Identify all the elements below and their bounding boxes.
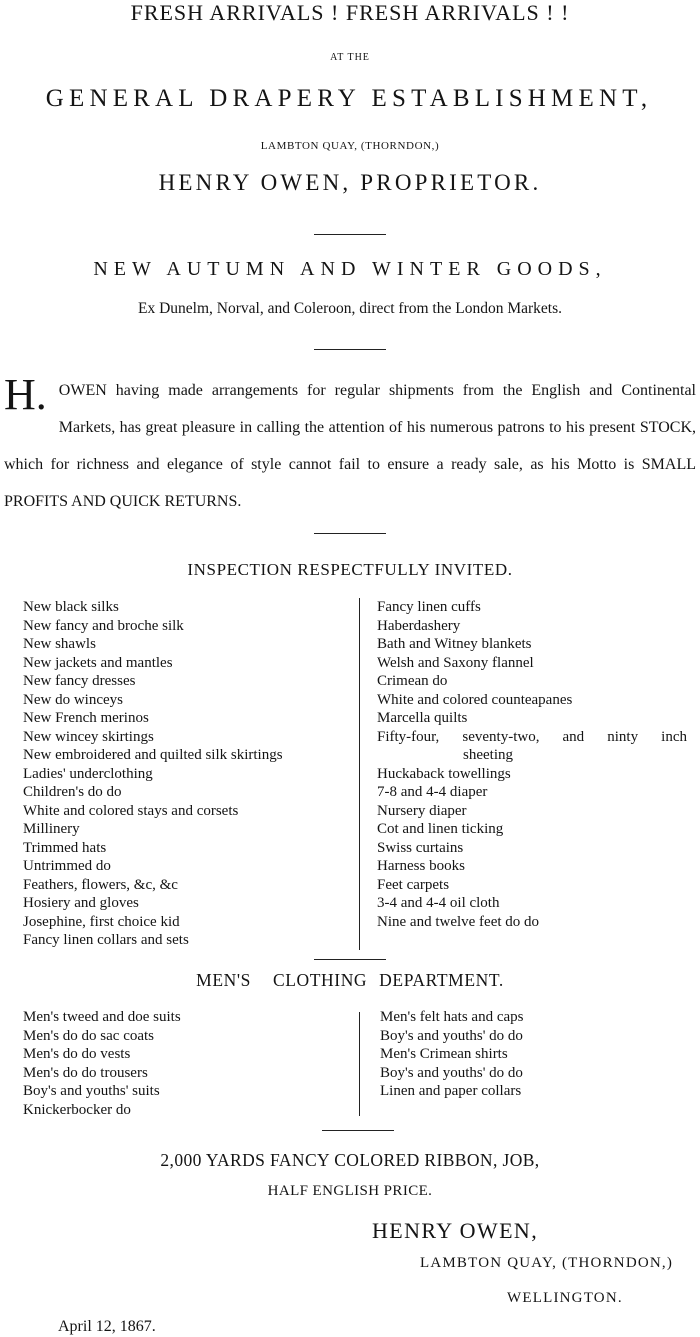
fresh-arrivals-heading: FRESH ARRIVALS ! FRESH ARRIVALS ! ! bbox=[130, 0, 570, 25]
list-item: Marcella quilts bbox=[377, 710, 468, 726]
goods-title: NEW AUTUMN AND WINTER GOODS, bbox=[93, 258, 607, 280]
establishment-title: GENERAL DRAPERY ESTABLISHMENT, bbox=[45, 85, 653, 112]
list-item: Feet carpets bbox=[377, 876, 450, 893]
column-divider bbox=[359, 1012, 360, 1116]
list-item: New fancy dresses bbox=[23, 673, 136, 689]
advert-date: April 12, 1867. bbox=[58, 1318, 156, 1335]
mens-heading-part: DEPARTMENT. bbox=[379, 970, 504, 990]
column-divider bbox=[359, 598, 360, 950]
list-item: Fifty-four, seventy-two, and ninty inch bbox=[377, 728, 687, 745]
list-item: New do winceys bbox=[23, 691, 123, 708]
list-item: Josephine, first choice kid bbox=[23, 913, 180, 930]
list-item: 3-4 and 4-4 oil cloth bbox=[377, 895, 500, 911]
drapery-list-right bbox=[377, 598, 687, 931]
mens-department-heading bbox=[0, 970, 700, 991]
list-item: Linen and paper collars bbox=[380, 1083, 522, 1099]
inspection-heading: INSPECTION RESPECTFULLY INVITED. bbox=[187, 560, 513, 579]
list-item: Nursery diaper bbox=[377, 802, 467, 819]
divider-rule bbox=[314, 533, 386, 534]
list-item: New shawls bbox=[23, 636, 96, 652]
goods-source: Ex Dunelm, Norval, and Coleroon, direct from the London Markets. bbox=[138, 300, 562, 317]
list-item: Haberdashery bbox=[377, 617, 461, 634]
list-item: Swiss curtains bbox=[377, 839, 464, 856]
list-item: Millinery bbox=[23, 821, 80, 837]
list-item: Cot and linen ticking bbox=[377, 821, 504, 837]
list-item: Bath and Witney blankets bbox=[377, 636, 532, 652]
list-item: Harness books bbox=[377, 858, 465, 874]
divider-rule bbox=[322, 1130, 394, 1131]
list-item: Hosiery and gloves bbox=[23, 895, 139, 911]
list-item: sheeting bbox=[463, 747, 513, 763]
signature-name: HENRY OWEN, bbox=[372, 1218, 539, 1243]
list-item: 7-8 and 4-4 diaper bbox=[377, 784, 488, 800]
list-item: Crimean do bbox=[377, 673, 448, 689]
list-item: Men's Crimean shirts bbox=[380, 1046, 508, 1062]
signature-address: LAMBTON QUAY, (THORNDON,) bbox=[420, 1255, 674, 1271]
announcement-text: OWEN having made arrangements for regular shipments from the English and Continental Markets, has great pleasure in calling the attention of his numerous patrons to his present STOCK, which for richness and elegance of style cannot fail to ensure a ready sale, as his Motto is SMALL PROFITS AND QUICK RETURNS. bbox=[4, 382, 696, 510]
list-item: Children's do do bbox=[23, 784, 122, 800]
mens-heading-part: CLOTHING bbox=[272, 970, 368, 990]
list-item: New wincey skirtings bbox=[23, 728, 154, 745]
at-the-line: AT THE bbox=[330, 52, 370, 63]
drapery-list-left bbox=[23, 598, 283, 950]
list-item: Men's do do trousers bbox=[23, 1064, 148, 1081]
list-item: New black silks bbox=[23, 599, 119, 615]
list-item: Men's tweed and doe suits bbox=[23, 1009, 181, 1025]
list-item: Ladies' underclothing bbox=[23, 765, 153, 782]
divider-rule bbox=[314, 959, 386, 960]
list-item: Men's felt hats and caps bbox=[380, 1009, 524, 1025]
list-item: Boy's and youths' do do bbox=[380, 1027, 523, 1044]
list-item: New jackets and mantles bbox=[23, 654, 173, 671]
mens-list-left bbox=[23, 1008, 181, 1119]
list-item: Welsh and Saxony flannel bbox=[377, 654, 534, 671]
proprietor-line: HENRY OWEN, PROPRIETOR. bbox=[158, 170, 542, 195]
list-item: Men's do do vests bbox=[23, 1046, 131, 1062]
divider-rule bbox=[314, 349, 386, 350]
list-item: White and colored stays and corsets bbox=[23, 802, 239, 819]
list-item: White and colored counteapanes bbox=[377, 691, 573, 708]
divider-rule bbox=[314, 234, 386, 235]
header-address: LAMBTON QUAY, (THORNDON,) bbox=[260, 140, 440, 152]
list-item: Knickerbocker do bbox=[23, 1101, 131, 1118]
list-item: Fancy linen cuffs bbox=[377, 599, 481, 615]
list-item: Trimmed hats bbox=[23, 839, 107, 856]
mens-heading-part: MEN'S bbox=[196, 970, 251, 990]
announcement-paragraph bbox=[4, 372, 696, 520]
list-item: Fancy linen collars and sets bbox=[23, 932, 189, 948]
drop-cap: H. bbox=[4, 370, 47, 419]
signature-town: WELLINGTON. bbox=[507, 1290, 623, 1306]
ribbon-offer: 2,000 YARDS FANCY COLORED RIBBON, JOB, bbox=[160, 1150, 540, 1170]
list-item: New French merinos bbox=[23, 710, 149, 726]
list-item: New fancy and broche silk bbox=[23, 617, 184, 634]
list-item: Feathers, flowers, &c, &c bbox=[23, 876, 178, 893]
list-item: Men's do do sac coats bbox=[23, 1027, 155, 1044]
ribbon-price: HALF ENGLISH PRICE. bbox=[267, 1183, 433, 1199]
list-item: Boy's and youths' suits bbox=[23, 1083, 160, 1099]
list-item: Boy's and youths' do do bbox=[380, 1064, 523, 1081]
list-item: Untrimmed do bbox=[23, 858, 111, 874]
list-item: Nine and twelve feet do do bbox=[377, 913, 540, 930]
list-item: Huckaback towellings bbox=[377, 765, 511, 782]
mens-list-right bbox=[380, 1008, 524, 1101]
list-item: New embroidered and quilted silk skirtings bbox=[23, 747, 283, 763]
